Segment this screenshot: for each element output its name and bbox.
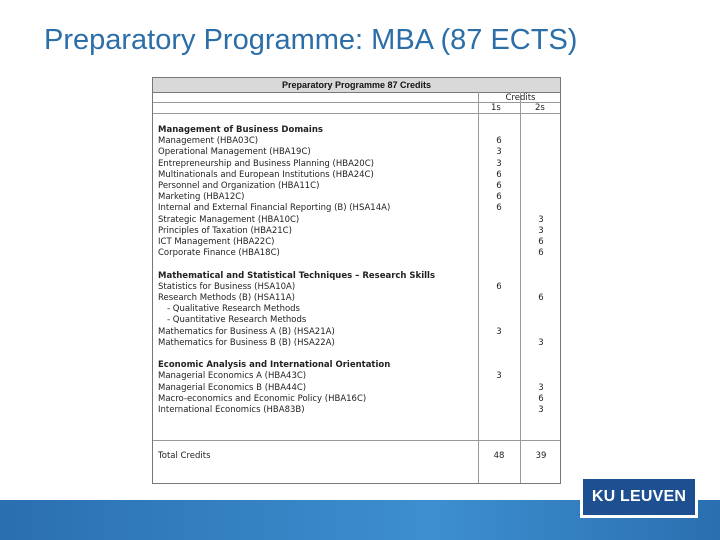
section-heading: Mathematical and Statistical Techniques – Research Skills [158, 270, 436, 281]
row-divider [153, 102, 478, 103]
course-label: - Quantitative Research Methods [167, 315, 307, 326]
credits-label: Credits [505, 93, 536, 103]
section-heading: Economic Analysis and International Orientation [158, 360, 391, 371]
credit-sem2: 3 [538, 337, 544, 348]
course-label: Mathematics for Business B (B) (HSA22A) [158, 337, 335, 348]
credit-sem1: 3 [496, 326, 502, 337]
credit-sem1: 6 [496, 281, 502, 292]
row-divider [153, 440, 560, 441]
credit-sem2: 3 [538, 405, 544, 415]
section-heading: Management of Business Domains [158, 125, 323, 135]
credit-sem1: 3 [496, 147, 502, 158]
credit-sem2: 3 [538, 214, 544, 225]
course-label: ICT Management (HBA22C) [158, 237, 275, 247]
credit-sem1: 3 [496, 371, 502, 382]
course-label: Principles of Taxation (HBA21C) [158, 225, 292, 236]
course-label: Strategic Management (HBA10C) [158, 214, 300, 225]
course-label: Research Methods (B) (HSA11A) [158, 293, 295, 303]
course-label: Personnel and Organization (HBA11C) [158, 181, 320, 191]
credit-sem2: 6 [538, 393, 544, 404]
sem1-label: 1s [491, 103, 501, 113]
credit-sem1: 3 [496, 158, 502, 169]
credit-sem2: 6 [538, 248, 544, 259]
col-divider [520, 92, 521, 483]
course-label: Managerial Economics A (HBA43C) [158, 371, 307, 382]
credits-table [152, 77, 561, 484]
course-label: International Economics (HBA83B) [158, 405, 305, 415]
course-label: Managerial Economics B (HBA44C) [158, 382, 307, 393]
credit-sem1: 6 [496, 136, 502, 147]
table-header: Preparatory Programme 87 Credits [153, 78, 560, 93]
credit-sem1: 6 [496, 203, 502, 214]
course-label: Multinationals and European Institutions (HBA24C) [158, 169, 374, 180]
col-divider [478, 92, 479, 483]
credit-sem2: 3 [538, 225, 544, 236]
total-label: Total Credits [158, 451, 211, 461]
credit-sem1: 6 [496, 169, 502, 180]
credit-sem1: 6 [496, 181, 502, 191]
course-label: - Qualitative Research Methods [167, 304, 300, 315]
logo-text: KU LEUVEN [591, 488, 687, 505]
course-label: Management (HBA03C) [158, 136, 259, 147]
row-divider [153, 113, 560, 114]
sem2-label: 2s [535, 103, 545, 113]
course-label: Entrepreneurship and Business Planning (HBA20C) [158, 158, 374, 169]
credit-sem1: 6 [496, 192, 502, 203]
course-label: Macro-economics and Economic Policy (HBA16C) [158, 393, 367, 404]
course-label: Corporate Finance (HBA18C) [158, 248, 280, 259]
course-label: Mathematics for Business A (B) (HSA21A) [158, 326, 335, 337]
ku-leuven-logo [580, 476, 698, 518]
credit-sem2: 3 [538, 382, 544, 393]
credit-sem2: 6 [538, 293, 544, 303]
course-label: Marketing (HBA12C) [158, 192, 245, 203]
course-label: Operational Management (HBA19C) [158, 147, 311, 158]
total-sem2: 39 [535, 451, 547, 461]
course-label: Statistics for Business (HSA10A) [158, 281, 296, 292]
total-sem1: 48 [493, 451, 505, 461]
course-label: Internal and External Financial Reporting (B) (HSA14A) [158, 203, 391, 214]
slide-title: Preparatory Programme: MBA (87 ECTS) [44, 24, 578, 56]
credit-sem2: 6 [538, 237, 544, 247]
